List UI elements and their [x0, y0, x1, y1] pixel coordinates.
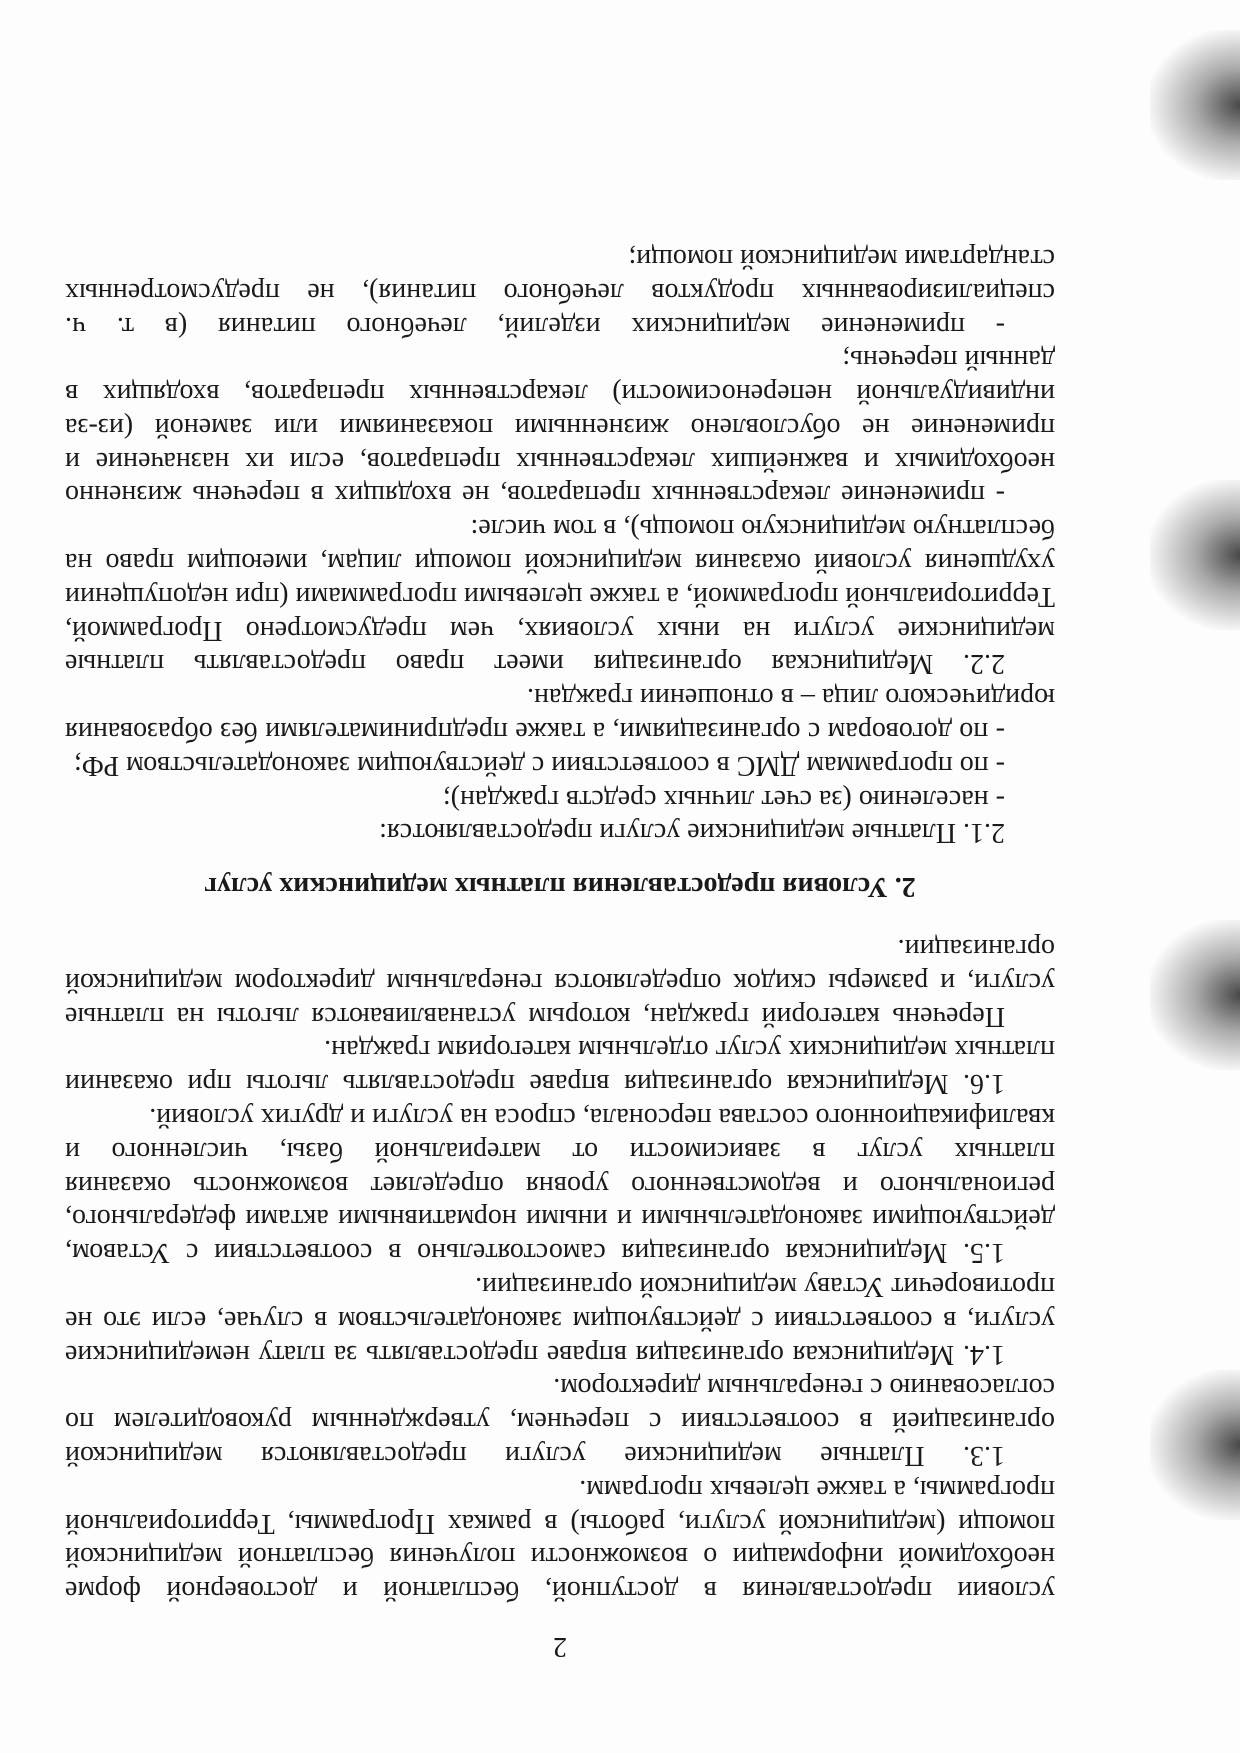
list-item: - по договорам с организациями, а также предпринимателями без образования юридического лица – в отношении граждан.	[65, 682, 1055, 748]
paragraph-benefits-list: Перечень категорий граждан, которым устанавливаются льготы на платные услуги, и размеры скидок определяются генеральным директором медицинской организации.	[65, 933, 1055, 1032]
paragraph-1-4: 1.4. Медицинская организация вправе предоставлять за плату немедицинские услуги, в соответствии с действующим законодательством в случае, если это не противоречит Уставу медицинской организации.	[65, 1271, 1055, 1370]
paragraph-1-5: 1.5. Медицинская организация самостоятельно в соответствии с Уставом, действующими законодательными и иными нормативными актами федерального, регионального и ведомственного уровня определяет возможность оказания платных услуг в зависимости от материальной базы, численного и квалификационного состава персонала, спроса на услуги и других условий.	[65, 1102, 1055, 1269]
section-heading: 2. Условия предоставления платных медицинских услуг	[204, 871, 916, 903]
paragraph-2-1: 2.1. Платные медицинские услуги предоставляются:	[379, 817, 1005, 849]
paragraph-continuation: условии предоставления в доступной, бесплатной и достоверной форме необходимой информации о возможности получения бесплатной медицинской помощи (медицинской услуги, работы) в рамках Программы, Территориальной программы, а также целевых программ.	[65, 1473, 1055, 1607]
list-item: - населению (за счет личных средств граждан);	[442, 783, 1005, 815]
list-item: - применение лекарственных препаратов, не входящих в перечень жизненно необходимых и важнейших лекарственных препаратов, если их назначение и применение не обусловлено жизненными показаниями или заменой (из-за индивидуальной непереносимости) лекарственных препаратов, входящих в данный перечень;	[65, 344, 1055, 511]
paragraph-1-3: 1.3. Платные медицинские услуги предоставляются медицинской организацией в соответствии с перечнем, утвержденным руководителем по согласованию с генеральным директором.	[65, 1372, 1055, 1472]
list-item: - применение медицинских изделий, лечебного питания (в т. ч. специализированных продуктов лечебного питания), не предусмотренных стандартами медицинской помощи;	[65, 242, 1055, 342]
page-content	[65, 241, 1055, 1663]
page-number: 2	[553, 1631, 567, 1662]
paragraph-1-6: 1.6. Медицинская организация вправе предоставлять льготы при оказании платных медицинских услуг отдельным категориям граждан.	[65, 1034, 1055, 1100]
list-item: - по программам ДМС в соответствии с действующим законодательством РФ;	[74, 749, 1005, 781]
paragraph-2-2: 2.2. Медицинская организация имеет право предоставлять платные медицинские услуги на иных условиях, чем предусмотрено Программой, Территориальной программой, а также целевыми программами (при недопущении ухудшения условий оказания медицинской помощи лицам, имеющим право на бесплатную медицинскую помощь), в том числе:	[65, 513, 1055, 680]
